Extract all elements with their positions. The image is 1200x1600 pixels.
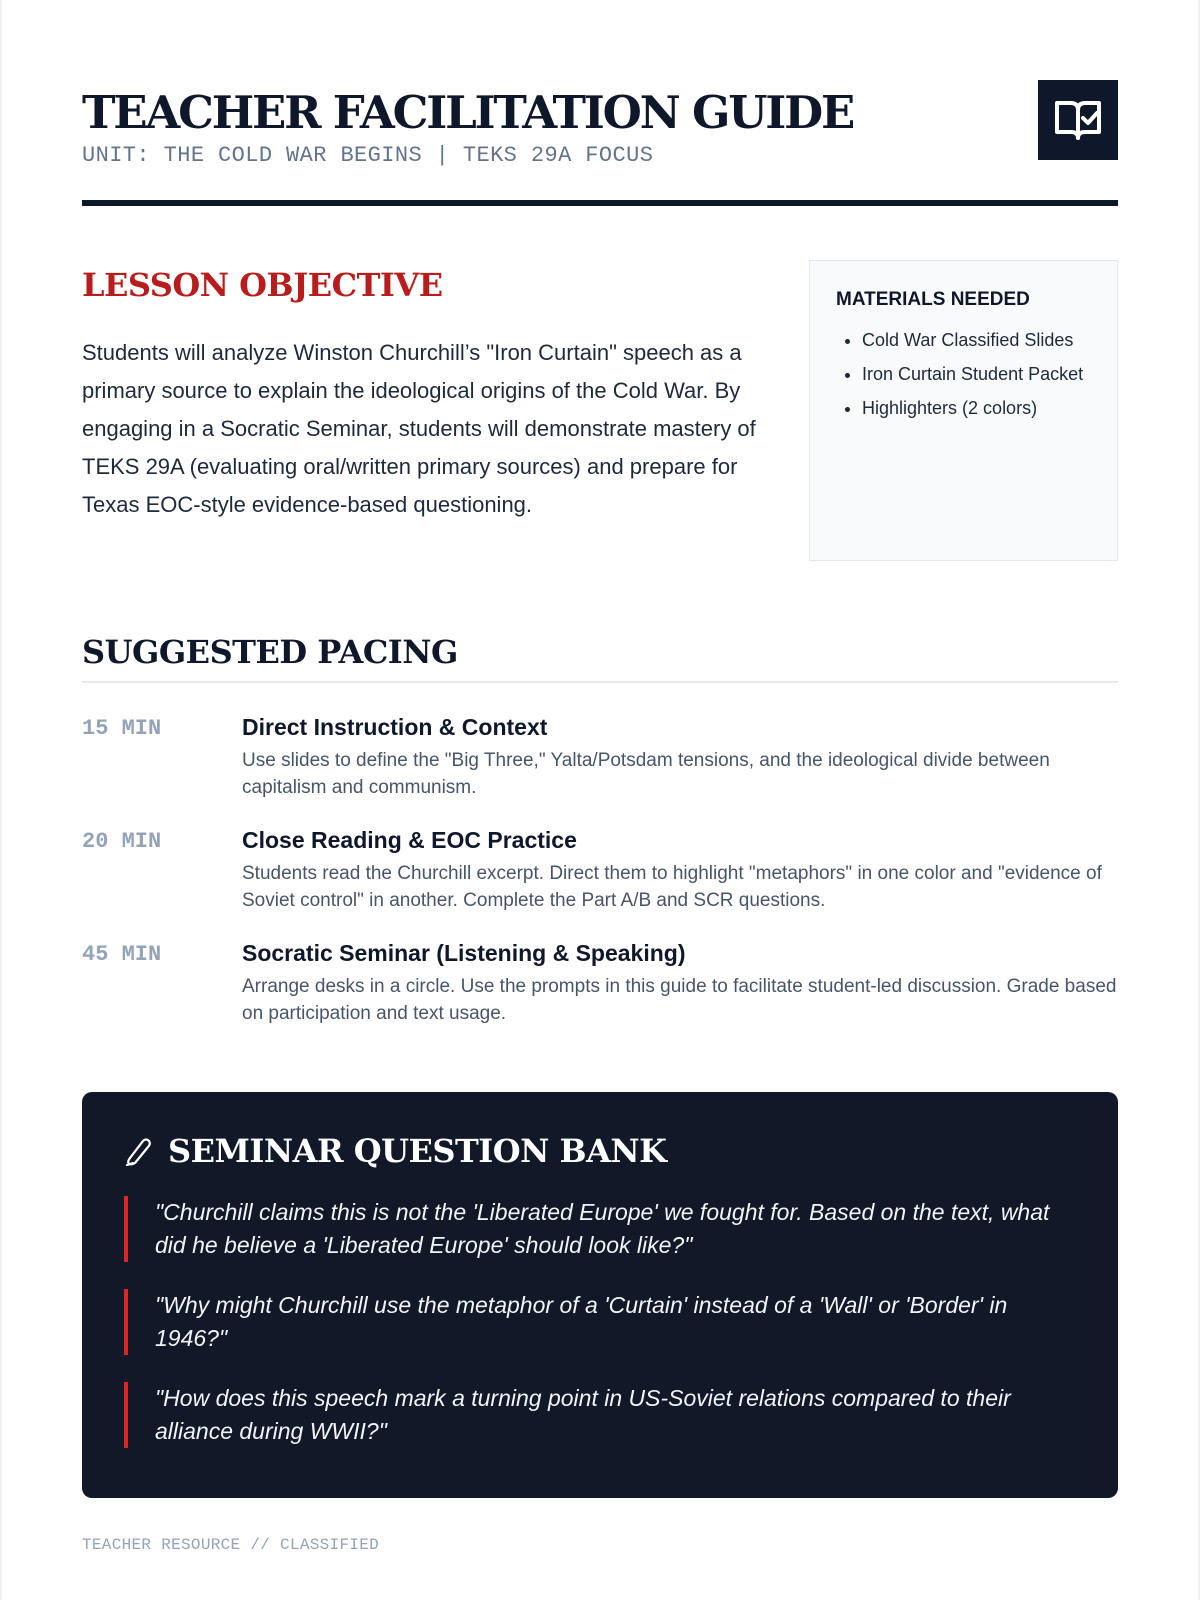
materials-box — [809, 260, 1118, 561]
page-footer: TEACHER RESOURCE // CLASSIFIED — [82, 1536, 380, 1554]
page-header — [82, 78, 1118, 206]
question-bank-header — [124, 1132, 1078, 1170]
pacing-description: Students read the Churchill excerpt. Direct them to highlight "metaphors" in one color and "evidence of Soviet control" in another. Complete the Part A/B and SCR questions. — [242, 863, 1102, 911]
materials-item: • Highlighters (2 colors) — [862, 394, 1091, 422]
lesson-objective-section — [82, 266, 762, 524]
pacing-body — [242, 827, 1118, 914]
book-check-icon — [1053, 98, 1103, 142]
pacing-time: 20 MIN — [82, 829, 162, 854]
page-title: TEACHER FACILITATION GUIDE — [82, 86, 854, 139]
lesson-objective-text: Students will analyze Winston Churchill’s "Iron Curtain" speech as a primary source to explain the ideological origins of the Cold War. By engaging in a Socratic Seminar, students will demonstrate mastery of TEKS 29A (evaluating oral/written primary sources) and prepare for Texas EOC-style evidence-based questioning. — [82, 340, 756, 517]
pacing-title: Close Reading & EOC Practice — [242, 827, 577, 853]
question-bank-heading: SEMINAR QUESTION BANK — [168, 1132, 667, 1170]
pacing-description: Use slides to define the "Big Three," Yalta/Potsdam tensions, and the ideological divide between capitalism and communism. — [242, 750, 1050, 798]
page-subtitle: UNIT: THE COLD WAR BEGINS | TEKS 29A FOCUS — [82, 143, 654, 168]
pacing-title: Direct Instruction & Context — [242, 714, 548, 740]
pen-icon — [124, 1136, 152, 1166]
seminar-question: "Why might Churchill use the metaphor of a 'Curtain' instead of a 'Wall' or 'Border' in 1946?" — [124, 1289, 1078, 1355]
page-edge-left — [0, 0, 2, 1600]
materials-heading: MATERIALS NEEDED — [836, 289, 1030, 310]
logo-badge — [1038, 80, 1118, 160]
pacing-divider — [82, 681, 1118, 683]
pacing-body — [242, 940, 1118, 1027]
materials-list — [836, 326, 1091, 422]
materials-item: • Iron Curtain Student Packet — [862, 360, 1091, 388]
pacing-heading: SUGGESTED PACING — [82, 633, 458, 671]
pacing-time: 45 MIN — [82, 942, 162, 967]
pacing-title: Socratic Seminar (Listening & Speaking) — [242, 940, 686, 966]
pacing-description: Arrange desks in a circle. Use the prompts in this guide to facilitate student-led discussion. Grade based on participation and text usage. — [242, 976, 1117, 1024]
seminar-question-bank — [82, 1092, 1118, 1498]
header-divider — [82, 200, 1118, 206]
seminar-question: "How does this speech mark a turning point in US-Soviet relations compared to their alliance during WWII?" — [124, 1382, 1078, 1448]
pacing-body — [242, 714, 1118, 801]
lesson-objective-heading: LESSON OBJECTIVE — [82, 266, 443, 304]
seminar-question: "Churchill claims this is not the 'Liberated Europe' we fought for. Based on the text, what did he believe a 'Liberated Europe' should look like?" — [124, 1196, 1078, 1262]
pacing-time: 15 MIN — [82, 716, 162, 741]
materials-item: • Cold War Classified Slides — [862, 326, 1091, 354]
